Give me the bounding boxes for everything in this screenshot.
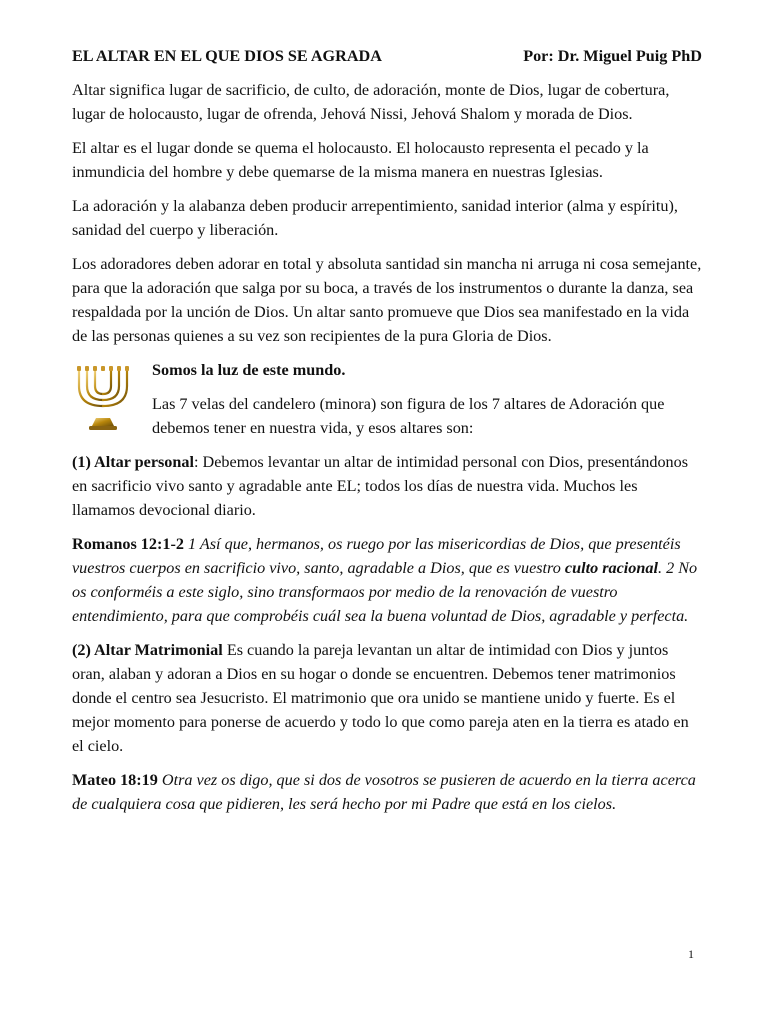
altar-personal-paragraph [72,450,702,522]
altar-personal-text: : Debemos levantar un altar de intimidad personal con Dios, presentándonos en sacrificio vivo santo y agradable ante EL; todos los días de nuestra vida. Muchos les llamamos devocional diario. [72,453,689,519]
altar-matrimonial-text: Es cuando la pareja levantan un altar de intimidad con Dios y juntos oran, alaban y adoran a Dios en su hogar o donde se encuentren. Debemos tener matrimonios donde el centro sea Jesucristo. El matrimonio que ora unido se mantiene unido y fuerte. Es el mejor momento para ponerse de acuerdo y todo lo que como pareja aten en la tierra es atado en el cielo. [72,641,689,755]
page-number: 1 [688,947,694,961]
romanos-reference: Romanos 12:1-2 [72,535,184,553]
paragraph-adoradores: Los adoradores deben adorar en total y absoluta santidad sin mancha ni arruga ni cosa semejante, para que la adoración que salga por su boca, a través de los instrumentos o durante la danza, sea respaldada por la unción de Dios. Un altar santo promueve que Dios sea manifestado en la vida de las personas quienes a su vez son recipientes de la pura Gloria de Dios. [72,255,702,345]
paragraph-holocausto: El altar es el lugar donde se quema el holocausto. El holocausto representa el pecado y la inmundicia del hombre y debe quemarse de la misma manera en nuestras Iglesias. [72,139,649,181]
romanos-emphasis: culto racional [564,559,658,577]
altar-matrimonial-paragraph [72,638,702,758]
romanos-paragraph [72,532,702,628]
menorah-text: Las 7 velas del candelero (minora) son figura de los 7 altares de Adoración que debemos tener en nuestra vida, y esos altares son: [152,395,665,437]
menorah-heading: Somos la luz de este mundo. [152,361,346,379]
altar-matrimonial-label: (2) Altar Matrimonial [72,641,223,659]
romanos-text-b: . 2 No os conforméis a este siglo, sino transformaos por medio de la renovación de vuestro entendimiento, para que comprobéis cuál sea la buena voluntad de Dios, agradable y perfecta. [72,559,698,625]
romanos-text-a: 1 Así que, hermanos, os ruego por las misericordias de Dios, que presentéis vuestros cuerpos en sacrificio vivo, santo, agradable a Dios, que es vuestro [72,535,681,577]
mateo-paragraph [72,768,702,816]
paragraph-adoracion: La adoración y la alabanza deben producir arrepentimiento, sanidad interior (alma y espíritu), sanidad del cuerpo y liberación. [72,197,678,239]
document-author: Por: Dr. Miguel Puig PhD [523,47,702,65]
document-title: EL ALTAR EN EL QUE DIOS SE AGRADA [72,47,382,65]
document-header [72,44,702,68]
document-page [72,44,702,826]
paragraph-altar-definition: Altar significa lugar de sacrificio, de culto, de adoración, monte de Dios, lugar de cobertura, lugar de holocausto, lugar de ofrenda, Jehová Nissi, Jehová Shalom y morada de Dios. [72,81,670,123]
menorah-icon [74,360,132,432]
altar-personal-label: (1) Altar personal [72,453,194,471]
mateo-reference: Mateo 18:19 [72,771,158,789]
mateo-text: Otra vez os digo, que si dos de vosotros se pusieren de acuerdo en la tierra acerca de cualquiera cosa que pidieren, les será hecho por mi Padre que está en los cielos. [72,771,696,813]
menorah-section [72,358,702,440]
